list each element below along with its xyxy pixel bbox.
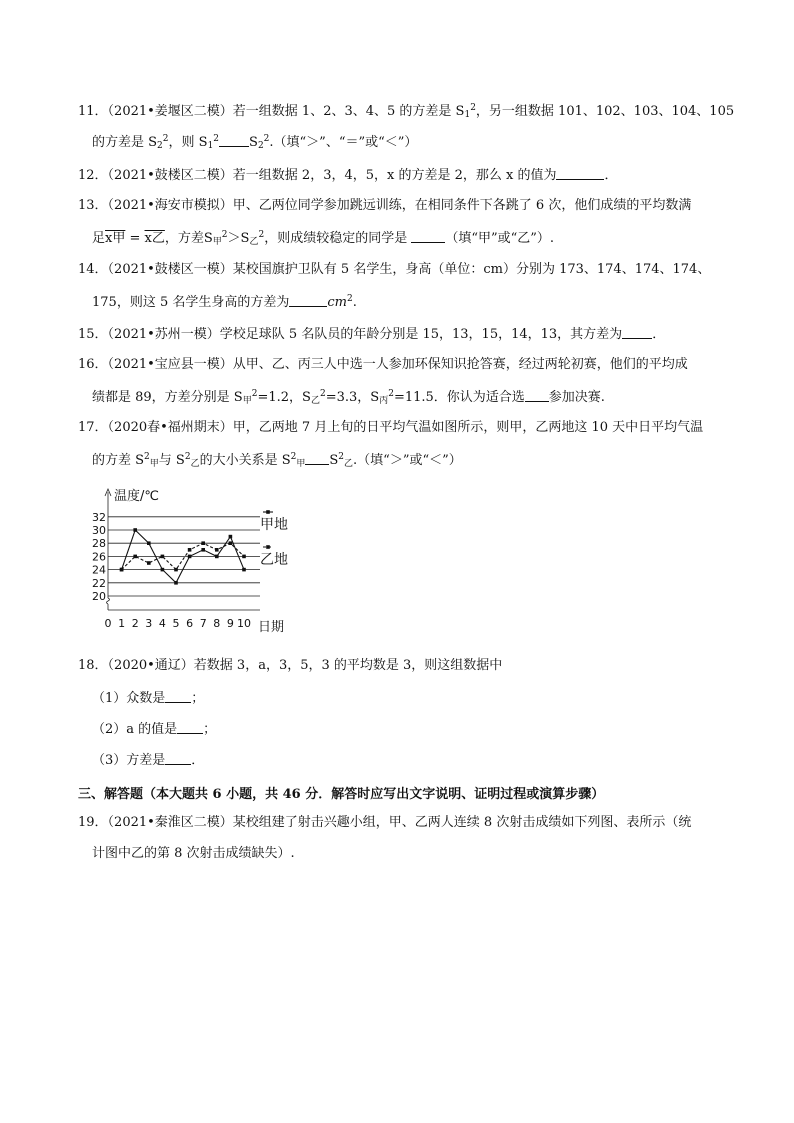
x-tick-label: 8 — [213, 617, 221, 630]
answer-blank[interactable] — [289, 294, 327, 307]
data-point — [229, 541, 233, 545]
x-tick-label: 10 — [237, 617, 251, 630]
question-14-line-1: 14．（2021•鼓楼区一模）某校国旗护卫队有 5 名学生，身高（单位：cm）分别为 173、174、174、174、 — [78, 262, 711, 277]
answer-blank[interactable] — [219, 134, 249, 147]
x-tick-label: 0 — [104, 617, 112, 630]
question-18-part-1: （1）众数是 ； — [92, 691, 205, 706]
question-18-part-2: （2）a 的值是 ； — [92, 722, 217, 737]
x-tick-label: 4 — [158, 617, 166, 630]
question-18-stem: 18．（2020•通辽）若数据 3，a，3，5，3 的平均数是 3，则这组数据中 — [78, 658, 503, 673]
data-point — [133, 528, 137, 532]
answer-blank[interactable] — [525, 389, 549, 402]
question-16-line-1: 16．（2021•宝应县一模）从甲、乙、丙三人中选一人参加环保知识抢答赛，经过两轮初赛，他们的平均成 — [78, 357, 688, 372]
section-3-heading: 三、解答题（本大题共 6 小题，共 46 分．解答时应写出文字说明、证明过程或演算步骤） — [78, 787, 605, 802]
legend-label: 甲地 — [260, 517, 288, 533]
question-14-line-2: 175，则这 5 名学生身高的方差为 $cm^2$. — [92, 294, 357, 310]
answer-blank[interactable] — [305, 452, 329, 465]
x-axis-label: 日期 — [258, 620, 285, 635]
data-point — [188, 548, 192, 552]
question-16-line-2: 绩都是 89，方差分别是 $S_甲^2=1.2$，$S_乙^2=3.3$，$S_丙^2=11.5$．你认为适合选 参加决赛. — [92, 389, 605, 406]
temperature-line-chart — [92, 486, 302, 638]
answer-blank[interactable] — [556, 167, 604, 180]
question-17-line-2: 的方差 $S^2_甲$与 $S^2_乙$的大小关系是 $S^2_甲$ $S^2_乙$.（填“＞”或“＜”） — [92, 452, 462, 469]
x-tick-label: 7 — [199, 617, 207, 630]
question-19-line-2: 计图中乙的第 8 次射击成绩缺失）. — [92, 846, 295, 861]
answer-blank[interactable] — [411, 230, 445, 243]
y-tick-label: 26 — [92, 550, 106, 564]
data-point — [215, 548, 219, 552]
y-tick-label: 28 — [92, 537, 106, 551]
question-13-line-2: 足x甲 = x乙，方差$S_甲^2>S_乙^2$，则成绩较稳定的同学是 （填“甲”或“乙”）. — [92, 230, 555, 247]
x-tick-label: 3 — [145, 617, 153, 630]
axis-break — [107, 598, 110, 604]
data-point — [133, 555, 137, 559]
y-tick-label: 30 — [92, 524, 106, 537]
x-tick-label: 6 — [186, 617, 194, 630]
legend-key-marker — [266, 510, 270, 514]
data-point — [161, 555, 165, 559]
x-tick-label: 9 — [226, 617, 234, 630]
data-point — [242, 555, 246, 559]
chart-grid — [108, 517, 260, 596]
data-point — [147, 561, 151, 565]
chart-labels — [92, 488, 288, 635]
y-axis-label: 温度/℃ — [114, 489, 159, 504]
y-tick-label: 22 — [92, 576, 106, 590]
answer-blank[interactable] — [622, 326, 652, 339]
answer-blank[interactable] — [177, 721, 203, 734]
data-point — [201, 548, 205, 552]
data-point — [147, 541, 151, 545]
data-point — [161, 568, 165, 572]
data-point — [174, 581, 178, 585]
question-17-line-1: 17．（2020春•福州期末）甲，乙两地 7 月上旬的日平均气温如图所示，则甲，乙两地这 10 天中日平均气温 — [78, 420, 704, 435]
y-tick-label: 32 — [92, 510, 106, 524]
question-11-line-1: 11．（2021•姜堰区二模）若一组数据 1、2、3、4、5 的方差是 $S_1^2$，另一组数据 101、102、103、104、105 — [78, 103, 735, 120]
question-18-part-3: （3）方差是 ． — [92, 753, 205, 768]
data-point — [120, 568, 124, 572]
data-point — [188, 555, 192, 559]
data-point — [242, 568, 246, 572]
question-15: 15．（2021•苏州一模）学校足球队 5 名队员的年龄分别是 15，13，15，14，13，其方差为 ． — [78, 327, 666, 342]
y-tick-label: 24 — [92, 563, 106, 577]
x-tick-label: 2 — [131, 617, 139, 630]
data-point — [174, 568, 178, 572]
answer-blank[interactable] — [165, 690, 191, 703]
question-19-line-1: 19．（2021•秦淮区二模）某校组建了射击兴趣小组，甲、乙两人连续 8 次射击成绩如下列图、表所示（统 — [78, 815, 692, 830]
data-point — [201, 541, 205, 545]
data-point — [229, 535, 233, 539]
data-point — [215, 555, 219, 559]
question-11-line-2: 的方差是 $S_2^2$，则 $S_1^2$ $S_2^2$.（填“＞”、“＝”或“＜”） — [92, 134, 418, 151]
legend-label: 乙地 — [260, 552, 288, 568]
x-tick-label: 5 — [172, 617, 180, 630]
question-13-line-1: 13．（2021•海安市模拟）甲、乙两位同学参加跳远训练，在相同条件下各跳了 6 次，他们成绩的平均数满 — [78, 198, 692, 213]
y-tick-label: 20 — [92, 590, 106, 603]
question-12: 12．（2021•鼓楼区二模）若一组数据 2，3，4，5，x 的方差是 2，那么 x 的值为 ． — [78, 168, 618, 183]
x-tick-label: 1 — [118, 617, 126, 630]
legend-key-marker — [266, 545, 270, 549]
answer-blank[interactable] — [165, 752, 191, 765]
